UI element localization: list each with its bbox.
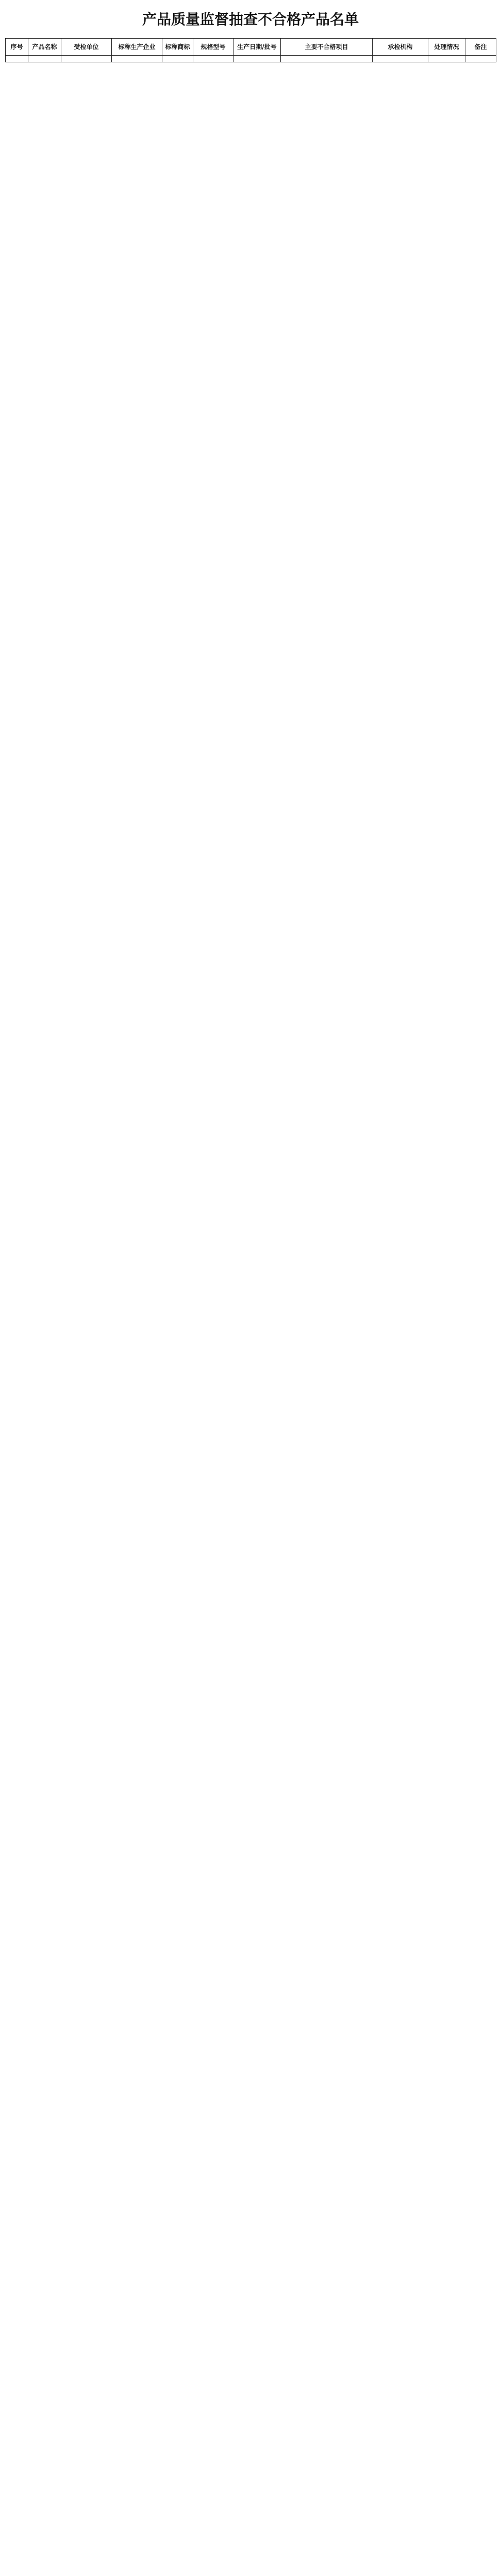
results-table bbox=[5, 38, 496, 62]
col-header-product: 产品名称 bbox=[28, 39, 61, 56]
cell-failed-items bbox=[281, 56, 373, 62]
cell-testing-agency bbox=[373, 56, 428, 62]
table-body bbox=[6, 56, 496, 62]
col-header-inspected-unit: 受检单位 bbox=[61, 39, 112, 56]
cell-inspected-unit bbox=[61, 56, 112, 62]
cell-model bbox=[193, 56, 233, 62]
col-header-testing-agency: 承检机构 bbox=[373, 39, 428, 56]
col-header-date-batch: 生产日期/批号 bbox=[233, 39, 281, 56]
col-header-remarks: 备注 bbox=[465, 39, 496, 56]
document-page bbox=[0, 0, 501, 75]
table-header-row bbox=[6, 39, 496, 56]
cell-product bbox=[28, 56, 61, 62]
cell-remarks bbox=[465, 56, 496, 62]
col-header-failed-items: 主要不合格项目 bbox=[281, 39, 373, 56]
col-header-manufacturer: 标称生产企业 bbox=[112, 39, 162, 56]
table-row bbox=[6, 56, 496, 62]
cell-index bbox=[6, 56, 28, 62]
cell-date-batch bbox=[233, 56, 281, 62]
cell-handling bbox=[428, 56, 465, 62]
col-header-model: 规格型号 bbox=[193, 39, 233, 56]
col-header-handling: 处理情况 bbox=[428, 39, 465, 56]
cell-brand bbox=[162, 56, 193, 62]
document-title: 产品质量监督抽查不合格产品名单 bbox=[142, 11, 359, 28]
cell-manufacturer bbox=[112, 56, 162, 62]
col-header-brand: 标称商标 bbox=[162, 39, 193, 56]
col-header-index: 序号 bbox=[6, 39, 28, 56]
